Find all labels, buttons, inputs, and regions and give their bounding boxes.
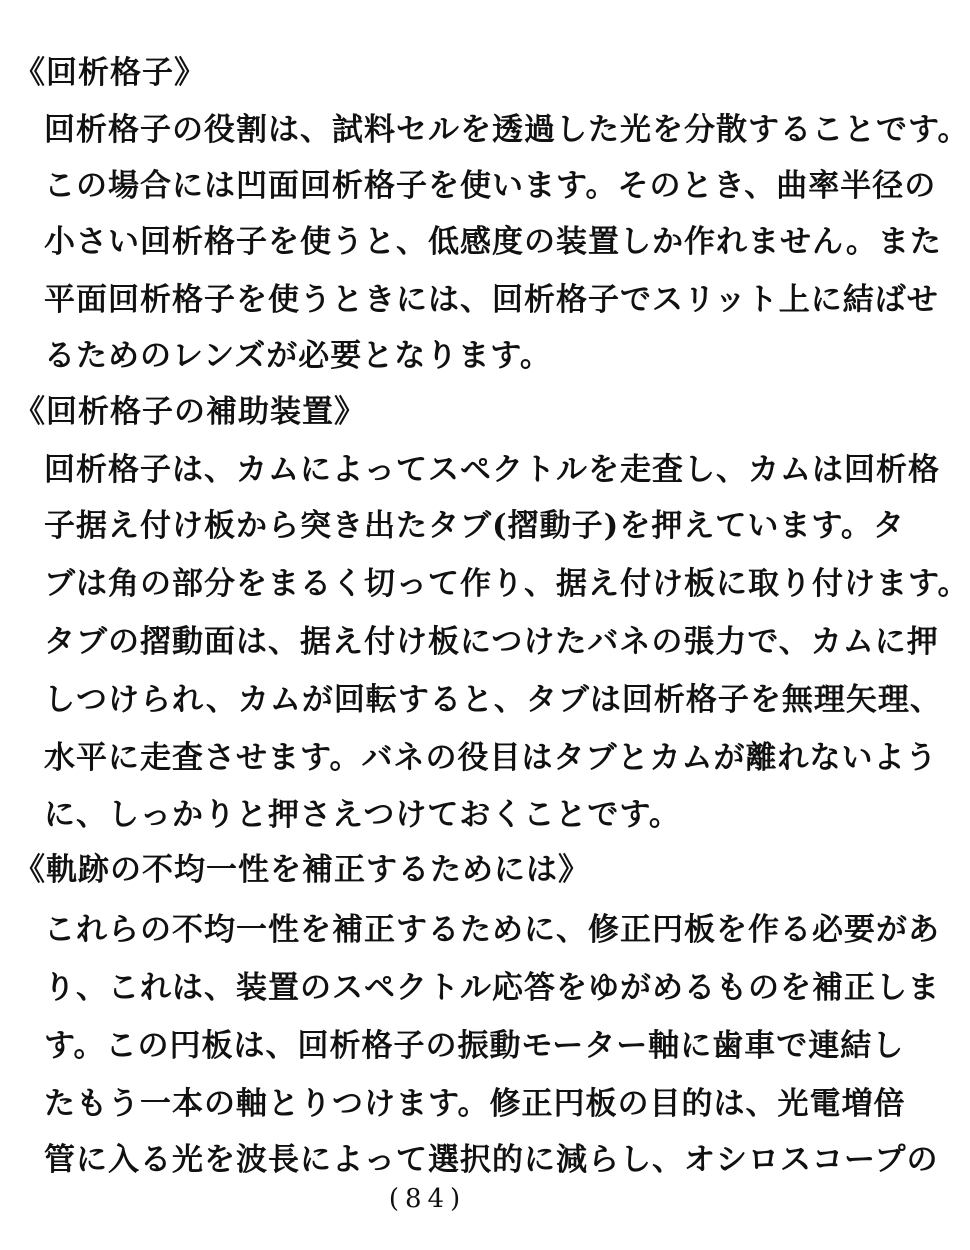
text-line: 回析格子は、カムによってスペクトルを走査し、カムは回析格 (44, 452, 940, 488)
text-line: 平面回析格子を使うときには、回析格子でスリット上に結ばせ (44, 282, 939, 318)
text-line: に、しっかりと押さえつけておくことです。 (44, 797, 681, 833)
text-line: 水平に走査させます。バネの役目はタブとカムが離れないよう (44, 740, 938, 776)
text-line: り、これは、装置のスペクトル応答をゆがめるものを補正しま (44, 970, 940, 1006)
text-line: たもう一本の軸とりつけます。修正円板の目的は、光電増倍 (44, 1086, 906, 1122)
text-line: 小さい回析格子を使うと、低感度の装置しか作れません。また (44, 224, 942, 260)
text-line: 管に入る光を波長によって選択的に減らし、オシロスコープの (44, 1142, 939, 1178)
page-number: (84) (388, 1184, 467, 1214)
text-line: 子据え付け板から突き出たタブ(摺動子)を押えています。タ (44, 508, 905, 544)
text-line: しつけられ、カムが回転すると、タブは回析格子を無理矢理、 (44, 682, 942, 718)
section-heading-grating: 《回析格子》 (14, 55, 206, 91)
text-line: 回析格子の役割は、試料セルを透過した光を分散することです。 (44, 112, 970, 148)
text-line: ブは角の部分をまるく切って作り、据え付け板に取り付けます。 (44, 566, 970, 602)
text-line: これらの不均一性を補正するために、修正円板を作る必要があ (44, 912, 940, 948)
text-line: この場合には凹面回析格子を使います。そのとき、曲率半径の (44, 168, 937, 204)
text-line: タブの摺動面は、据え付け板につけたバネの張力で、カムに押 (44, 624, 939, 660)
section-heading-trajectory: 《軌跡の不均一性を補正するためには》 (14, 852, 590, 888)
section-heading-grating-aux: 《回析格子の補助装置》 (14, 394, 366, 430)
text-line: るためのレンズが必要となります。 (44, 338, 552, 374)
text-line: す。この円板は、回析格子の振動モーター軸に歯車で連結し (44, 1028, 905, 1064)
